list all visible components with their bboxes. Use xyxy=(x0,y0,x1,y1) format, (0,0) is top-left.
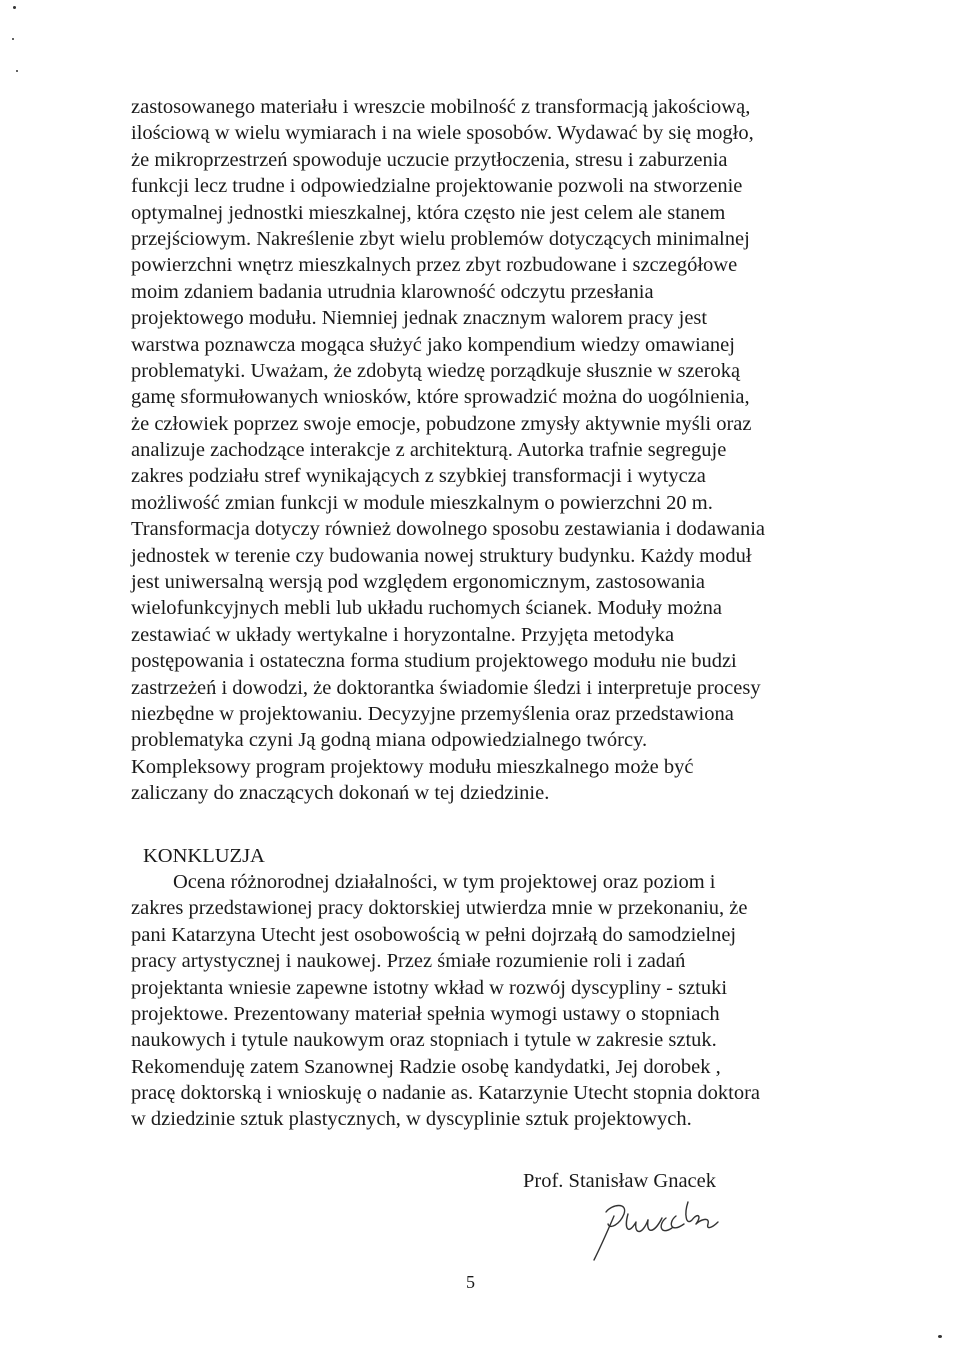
text-line: problematyki. Uważam, że zdobytą wiedzę porządkuje słusznie w szeroką xyxy=(131,359,741,382)
text-line: pracę doktorską i wnioskuję o nadanie as. Katarzynie Utecht stopnia doktora xyxy=(131,1082,761,1105)
text-line: Ocena różnorodnej działalności, w tym projektowej oraz poziom i xyxy=(173,870,716,893)
text-line: Transformacja dotyczy również dowolnego sposobu zestawiania i dodawania xyxy=(131,518,765,541)
text-line: optymalnej jednostki mieszkalnej, która często nie jest celem ale stanem xyxy=(131,201,726,224)
text-line: w dziedzinie sztuk plastycznych, w dyscyplinie sztuk projektowych. xyxy=(131,1108,692,1131)
text-line: naukowych i tytule naukowym oraz stopniach i tytule w zakresie sztuk. xyxy=(131,1029,717,1052)
text-line: jednostek w terenie czy budowania nowej struktury budynku. Każdy moduł xyxy=(131,544,752,567)
scan-speck xyxy=(938,1335,942,1338)
text-line: jest uniwersalną wersją pod względem ergonomicznym, zastosowania xyxy=(131,571,706,594)
text-line: projektanta wniesie zapewne istotny wkład w rozwój dyscypliny - sztuki xyxy=(131,976,728,999)
text-line: funkcji lecz trudne i odpowiedzialne projektowanie pozwoli na stworzenie xyxy=(131,175,743,198)
text-line: zastosowanego materiału i wreszcie mobilność z transformacją jakościową, xyxy=(131,96,751,118)
text-line: zakres przedstawionej pracy doktorskiej utwierdza mnie w przekonaniu, że xyxy=(131,897,748,920)
text-line: Kompleksowy program projektowy modułu mieszkalnego może być xyxy=(131,755,694,778)
text-line: zakres podziału stref wynikających z szybkiej transformacji i wytycza xyxy=(131,465,706,488)
text-line: powierzchni wnętrz mieszkalnych przez zbyt rozbudowane i szczegółowe xyxy=(131,254,738,277)
text-line: moim zdaniem badania utrudnia klarowność odczytu przesłania xyxy=(131,280,654,303)
text-line: pani Katarzyna Utecht jest osobowością w pełni dojrzałą do samodzielnej xyxy=(131,923,737,946)
text-line: pracy artystycznej i naukowej. Przez śmiałe rozumienie roli i zadań xyxy=(131,950,686,973)
text-line: gamę sformułowanych wniosków, które sprowadzić można do uogólnienia, xyxy=(131,386,750,409)
scan-speck xyxy=(13,6,16,9)
text-line: warstwa poznawcza mogąca służyć jako kompendium wiedzy omawianej xyxy=(131,333,735,356)
signatory-name: Prof. Stanisław Gnacek xyxy=(523,1170,716,1192)
handwritten-signature xyxy=(588,1194,788,1264)
text-line: ilościową w wielu wymiarach i na wiele sposobów. Wydawać by się mogło, xyxy=(131,122,754,145)
text-line: niezbędne w projektowaniu. Decyzyjne przemyślenia oraz przedstawiona xyxy=(131,702,734,725)
text-line: Rekomenduję zatem Szanownej Radzie osobę kandydatki, Jej dorobek , xyxy=(131,1055,721,1078)
text-line: wielofunkcyjnych mebli lub układu ruchomych ścianek. Moduły można xyxy=(131,597,722,620)
page-number: 5 xyxy=(466,1272,475,1292)
paragraph-conclusion xyxy=(131,869,841,1133)
text-line: projektowego modułu. Niemniej jednak znacznym walorem pracy jest xyxy=(131,307,708,330)
text-line: postępowania i ostateczna forma studium projektowego modułu nie budzi xyxy=(131,650,737,673)
paragraph-analysis xyxy=(131,94,841,807)
text-line: analizuje zachodzące interakcje z architekturą. Autorka trafnie segreguje xyxy=(131,439,727,462)
text-line: że człowiek poprzez swoje emocje, pobudzone zmysły aktywnie myśli oraz xyxy=(131,412,752,435)
text-line: przejściowym. Nakreślenie zbyt wielu problemów dotyczących minimalnej xyxy=(131,227,750,250)
section-spacer xyxy=(131,807,841,833)
scan-speck xyxy=(16,70,18,72)
text-line: możliwość zmian funkcji w module mieszkalnym o powierzchni 20 m. xyxy=(131,491,713,514)
text-line: zestawiać w układy wertykalne i horyzontalne. Przyjęta metodyka xyxy=(131,623,675,646)
text-line: zaliczany do znaczących dokonań w tej dziedzinie. xyxy=(131,782,550,805)
text-line: problematyka czyni Ją godną miana odpowiedzialnego twórcy. xyxy=(131,729,648,752)
text-line: zastrzeżeń i dowodzi, że doktorantka świadomie śledzi i interpretuje procesy xyxy=(131,676,761,699)
document-body xyxy=(131,94,841,1133)
text-line: że mikroprzestrzeń spowoduje uczucie przytłoczenia, stresu i zaburzenia xyxy=(131,148,728,171)
section-heading-konkluzja: KONKLUZJA xyxy=(143,844,265,867)
scan-speck xyxy=(12,38,14,40)
text-line: projektowe. Prezentowany materiał spełnia wymogi ustawy o stopniach xyxy=(131,1002,720,1025)
